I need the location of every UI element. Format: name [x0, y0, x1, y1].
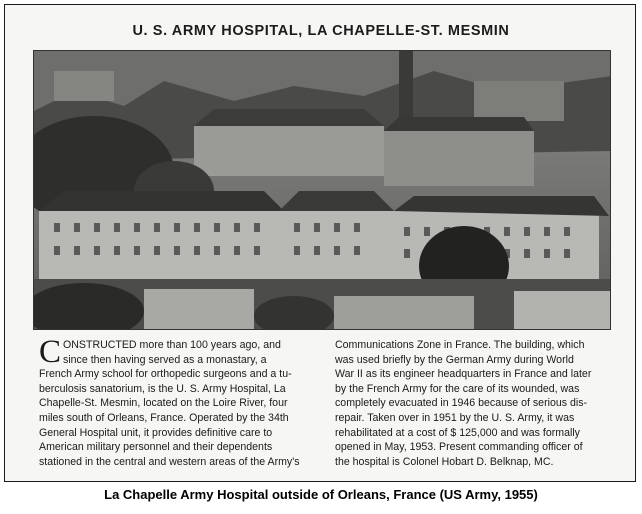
article-line: since then having served as a monastary, a — [63, 353, 267, 366]
article-line: Chapelle-St. Mesmin, located on the Loire River, four — [39, 397, 288, 410]
article-line: War II as its engineer headquarters in France and later — [335, 368, 592, 381]
drop-cap: C — [39, 334, 62, 370]
article-line: was used briefly by the German Army during World — [335, 353, 574, 366]
clipping-frame — [4, 4, 636, 482]
hospital-photo — [33, 50, 611, 330]
article-line: French Army school for orthopedic surgeons and a tu- — [39, 368, 292, 381]
article-line: berculosis sanatorium, is the U. S. Army Hospital, La — [39, 382, 286, 395]
article-line: by the French Army for the care of its wounded, was — [335, 382, 580, 395]
article-line: the hospital is Colonel Hobart D. Belknap, MC. — [335, 455, 554, 468]
article-line: miles south of Orleans, France. Operated by the 34th — [39, 411, 289, 424]
article-line: completely evacuated in 1946 because of serious dis- — [335, 397, 588, 410]
article-line: General Hospital unit, it provides definitive care to — [39, 426, 273, 439]
article-line: ONSTRUCTED more than 100 years ago, and — [63, 339, 281, 351]
article-line: rehabilitated at a cost of $ 125,000 and was formally — [335, 426, 580, 439]
article-line: opened in May, 1953. Present commanding officer of — [335, 441, 583, 454]
article-column-right — [335, 338, 617, 469]
article-column-left — [39, 334, 321, 469]
headline: U. S. ARMY HOSPITAL, LA CHAPELLE-ST. MESMIN — [132, 23, 510, 39]
image-caption: La Chapelle Army Hospital outside of Orleans, France (US Army, 1955) — [104, 487, 538, 502]
article-line: repair. Taken over in 1951 by the U. S. Army, it was — [335, 411, 575, 424]
article-line: Communications Zone in France. The building, which — [335, 339, 585, 351]
article-line: American military personnel and their dependents — [39, 441, 273, 454]
article-line: stationed in the central and western areas of the Army's — [39, 455, 300, 468]
